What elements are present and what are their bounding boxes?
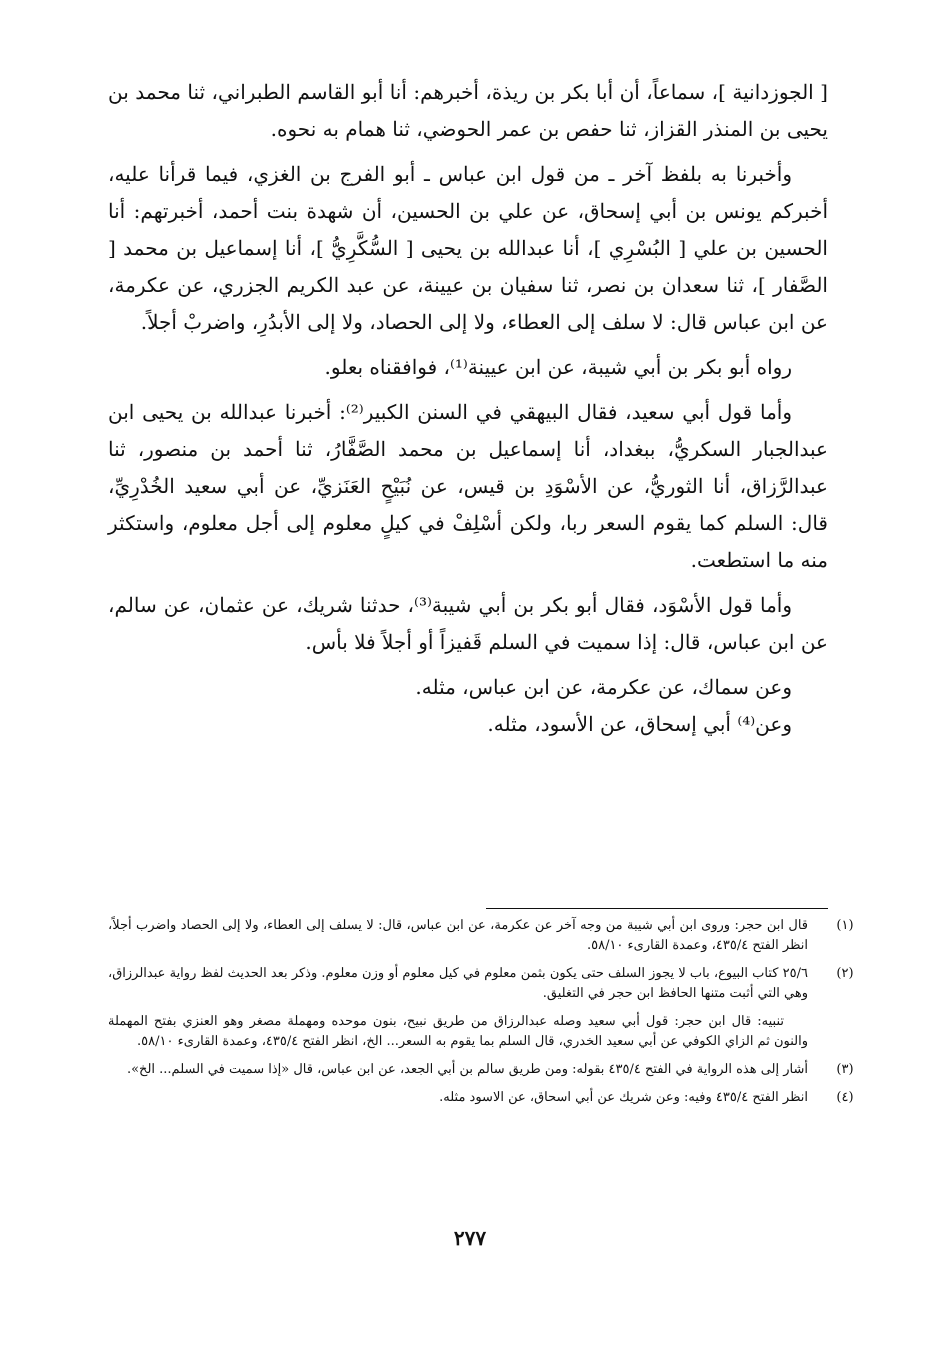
paragraph-5: وأما قول الأسْوَد، فقال أبو بكر بن أبي شيبة⁽³⁾، حدثنا شريك، عن عثمان، عن سالم، عن ابن عباس، قال: إذا سميت في السلم قَفيزاً أو أجلاً فلا بأس. [108,593,828,654]
footnote-2 [108,964,866,1004]
footnote-number: (٤) [836,1090,854,1105]
paragraph-3: رواه أبو بكر بن أبي شيبة، عن ابن عيينة⁽¹⁾، فوافقناه بعلو. [324,355,792,379]
footnote-text: انظر الفتح ٤٣٥/٤ وفيه: وعن شريك عن أبي اسحاق، عن الاسود مثله. [439,1090,808,1105]
paragraph-6: وعن سماك، عن عكرمة، عن ابن عباس، مثله. [415,675,792,699]
footnotes [108,916,866,1116]
footnote-2-note: تنبيه: قال ابن حجر: قول أبي سعيد وصله عبدالرزاق من طريق نبيح، بنون موحده ومهملة مصغر وهو العنزي بفتح المهملة والنون ثم الزاي الكوفي عن أبي سعيد الخدري، قال السلم بما يقوم به السعر... الخ، انظر الفتح ٤٣٥/٤، وعمدة القارىء ٥٨/١٠. [108,1014,808,1049]
footnote-3 [108,1060,866,1080]
paragraph-4: وأما قول أبي سعيد، فقال البيهقي في السنن الكبير⁽²⁾: أخبرنا عبدالله بن يحيى ابن عبدالجبار السكريُّ، ببغداد، أنا إسماعيل بن محمد الصَّفَّارُ، ثنا أحمد بن منصور، ثنا عبدالرَّزاق، أنا الثوريُّ، عن الأسْوَدِ بن قيس، عن نُبَيْحٍ العَنَزيِّ، عن أبي سعيد الخُدْرِيِّ، قال: السلم كما يقوم السعر ربا، ولكن أسْلِفْ في كيلٍ معلوم إلى أجل معلوم، واستكثر منه ما استطعت. [108,400,828,572]
footnote-1 [108,916,866,956]
page-number: ٢٧٧ [453,1226,487,1250]
footnote-number: (٣) [836,1062,854,1077]
paragraph-2: وأخبرنا به بلفظ آخر ـ من قول ابن عباس ـ أبو الفرج بن الغزي، فيما قرأنا عليه، أخبركم يونس بن أبي إسحاق، عن علي بن الحسين، أن شهدة بنت أحمد، أخبرتهم: أنا الحسين بن علي [ البُسْرِي ]، أنا عبدالله بن يحيى [ السُّكَّرِيُّ ]، أنا إسماعيل بن محمد [ الصَّفار ]، ثنا سعدان بن نصر، ثنا سفيان بن عيينة، عن عبد الكريم الجزري، عن عكرمة، عن ابن عباس قال: لا سلف إلى العطاء، ولا إلى الحصاد، ولا إلى الأبدُرِ، واضربْ أجلاً. [108,162,828,334]
footnote-separator [486,908,828,909]
paragraph-7: وعن⁽⁴⁾ أبي إسحاق، عن الأسود، مثله. [487,712,792,736]
main-text [108,74,828,743]
footnote-number: (١) [836,918,854,933]
footnote-text: ٢٥/٦ كتاب البيوع، باب لا يجوز السلف حتى يكون بثمن معلوم في كيل معلوم أو وزن معلوم. وذكر بعد الحديث لفظ رواية عبدالرزاق، وهي التي أثبت متنها الحافظ ابن حجر في التغليق. [108,966,808,1001]
footnote-number: (٢) [836,966,854,981]
footnote-text: أشار إلى هذه الرواية في الفتح ٤٣٥/٤ بقوله: ومن طريق سالم بن أبي الجعد، عن ابن عباس، قال «إذا سميت في السلم... الخ». [126,1062,808,1077]
footnote-4 [108,1088,866,1108]
footnote-text: قال ابن حجر: وروى ابن أبي شيبة من وجه آخر عن عكرمة، عن ابن عباس، قال: لا يسلف إلى العطاء، ولا إلى الحصاد واضرب أجلاً، انظر الفتح ٤٣٥/٤، وعمدة القارىء ٥٨/١٠. [108,918,808,953]
paragraph-1: [ الجوزدانية ]، سماعاً، أن أبا بكر بن ريذة، أخبرهم: أنا أبو القاسم الطبراني، ثنا محمد بن يحيى بن المنذر القزاز، ثنا حفص بن عمر الحوضي، ثنا همام به نحوه. [108,80,828,141]
